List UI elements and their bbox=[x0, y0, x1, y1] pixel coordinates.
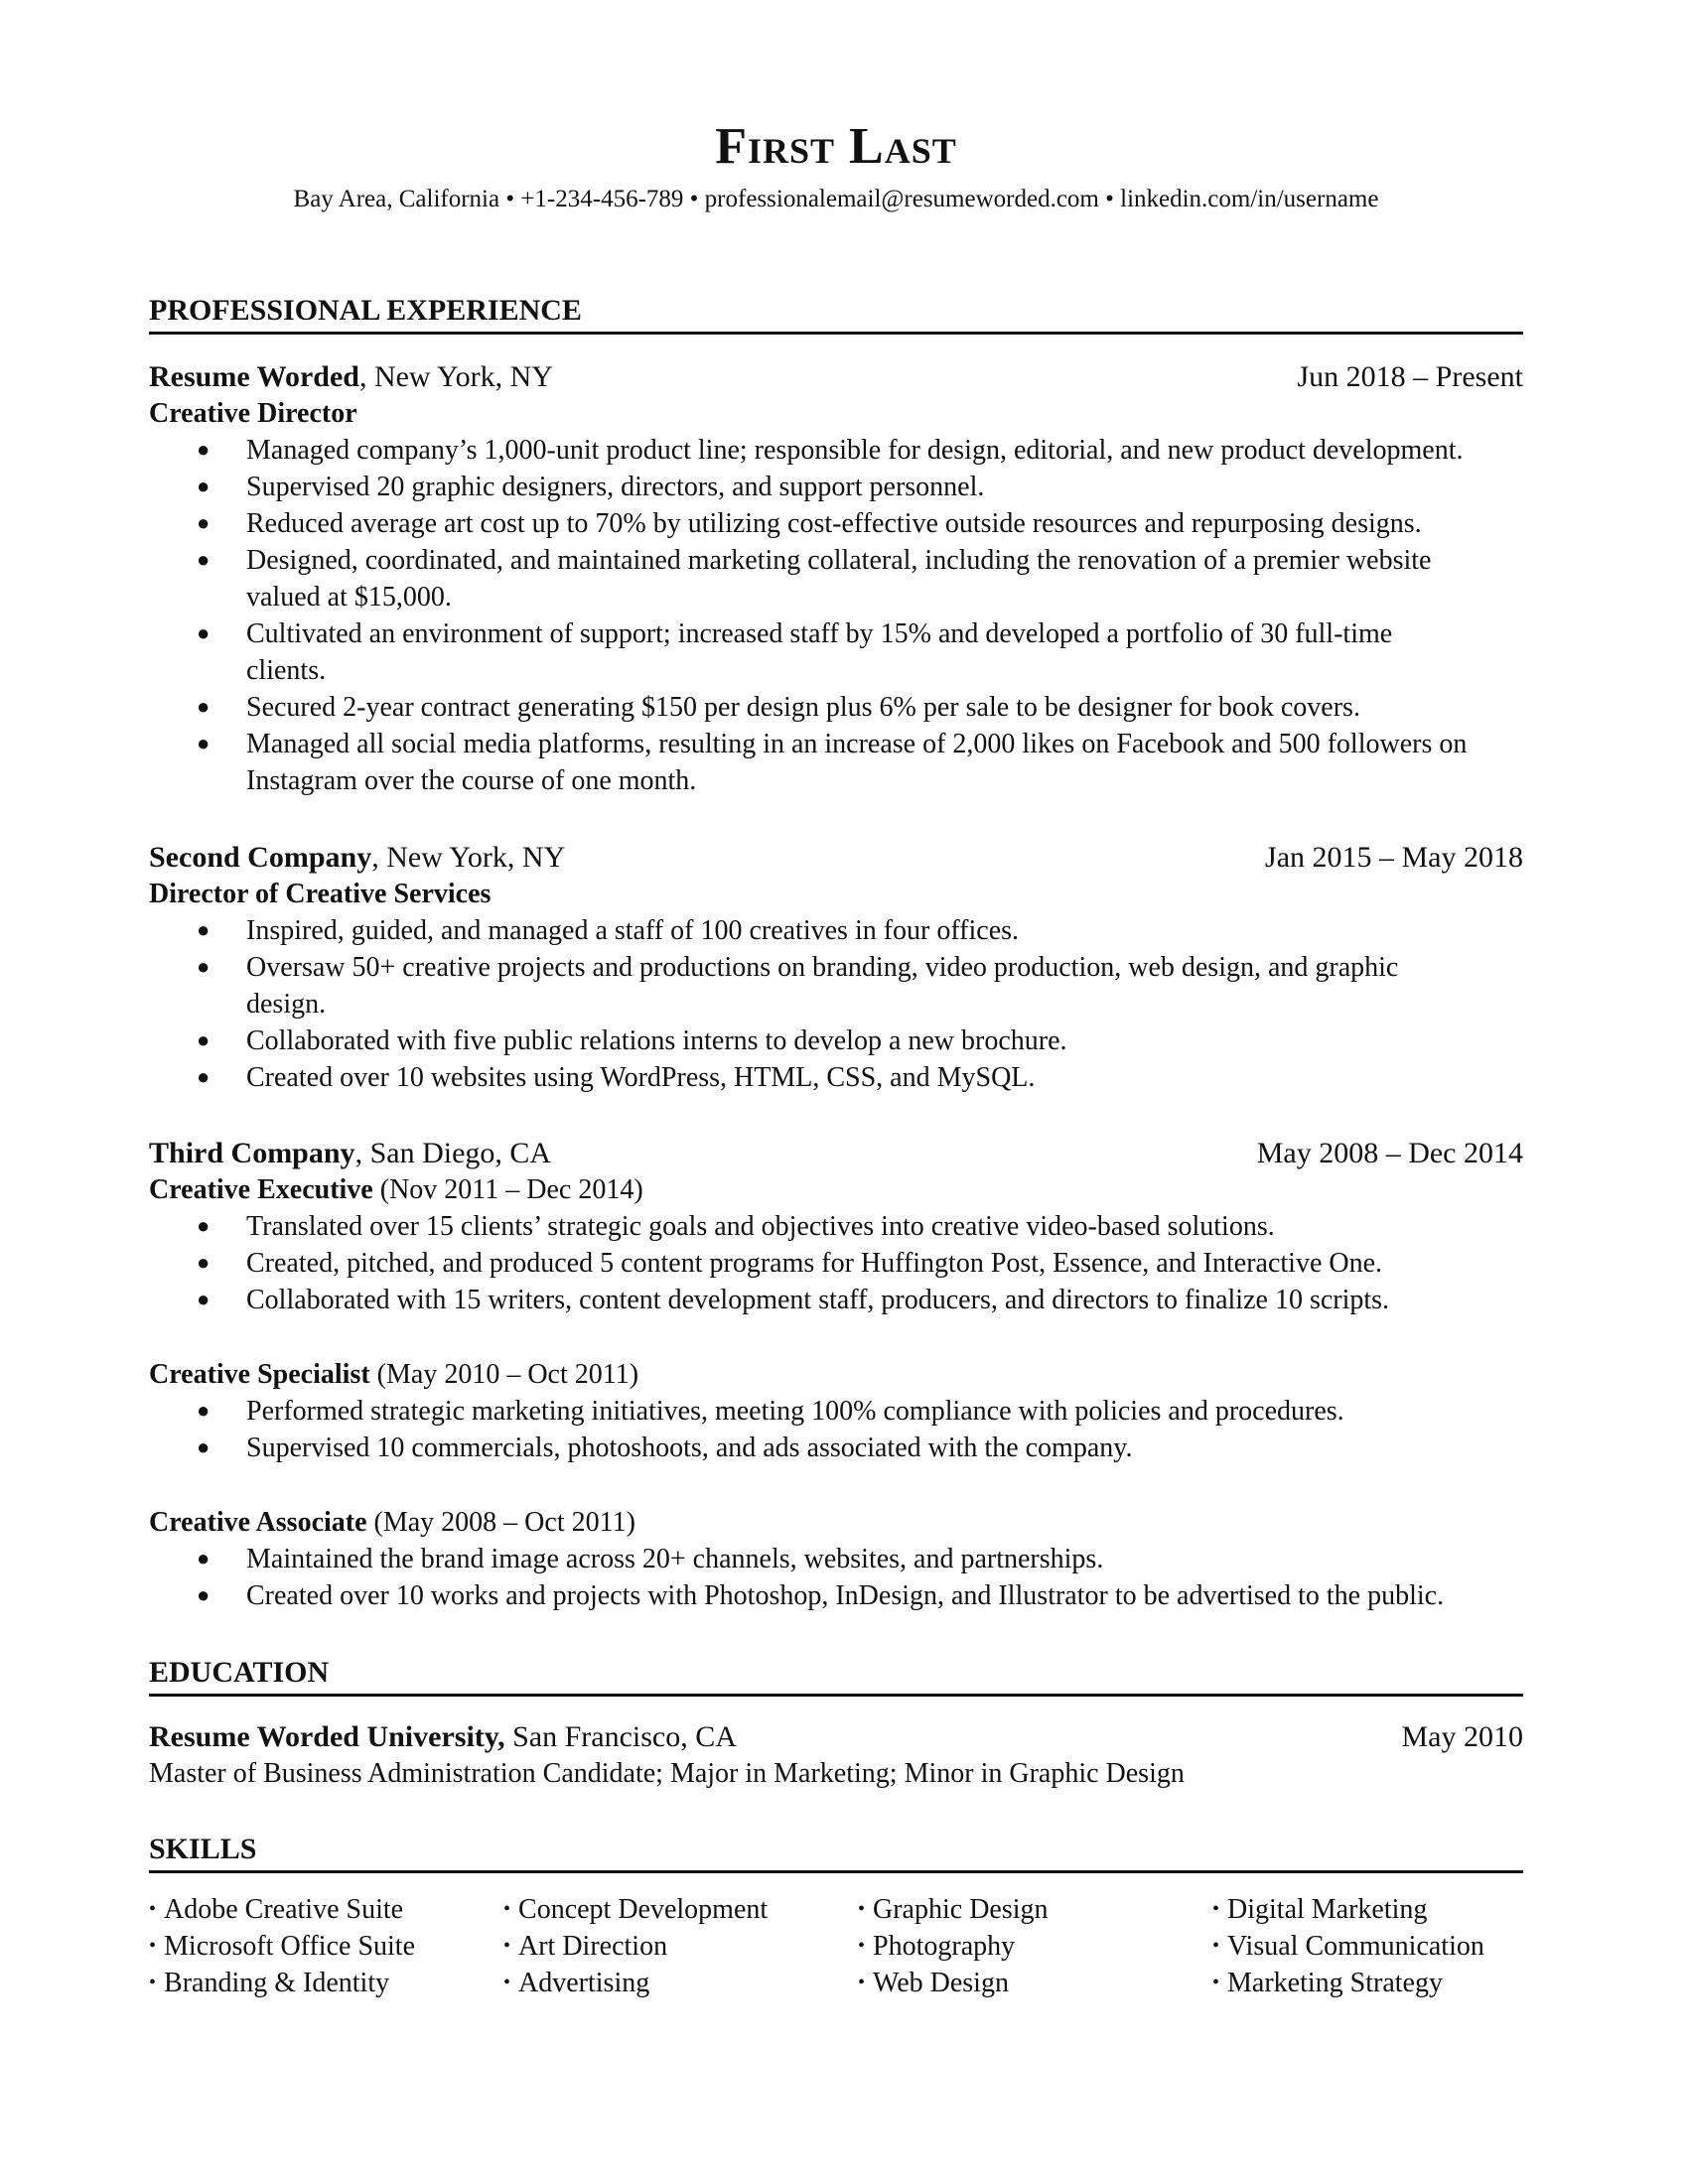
job-role: Creative Associate bbox=[149, 1507, 367, 1538]
bullet-icon: ● bbox=[197, 731, 211, 755]
job-bullet: Inspired, guided, and managed a staff of 100 creatives in four offices. bbox=[246, 915, 1020, 946]
section-title-experience: PROFESSIONAL EXPERIENCE bbox=[149, 296, 1523, 335]
bullet-icon: • bbox=[149, 1935, 157, 1957]
bullet-icon: ● bbox=[197, 1213, 211, 1238]
job-role-line bbox=[149, 1361, 638, 1389]
skill-item: • Digital Marketing bbox=[1212, 1894, 1428, 1925]
contact-line: Bay Area, California • +1-234-456-789 • professionalemail@resumeworded.com • linkedin.com/in/username bbox=[293, 186, 1379, 212]
bullet-icon: • bbox=[1212, 1935, 1220, 1957]
bullet-icon: ● bbox=[197, 1582, 211, 1607]
bullet-icon: • bbox=[1212, 1972, 1220, 1993]
job-bullet: Collaborated with 15 writers, content development staff, producers, and directors to finalize 10 scripts. bbox=[246, 1285, 1390, 1315]
job-role: Creative Executive bbox=[149, 1174, 373, 1205]
bullet-icon: ● bbox=[197, 1250, 211, 1275]
skill-item: • Branding & Identity bbox=[149, 1968, 390, 1998]
job-bullet: Supervised 20 graphic designers, directors, and support personnel. bbox=[246, 472, 985, 502]
bullet-icon: • bbox=[503, 1972, 511, 1993]
bullet-icon: • bbox=[149, 1898, 157, 1920]
job-bullet: Oversaw 50+ creative projects and productions on branding, video production, web design, and graphic bbox=[246, 952, 1399, 983]
bullet-icon: • bbox=[503, 1935, 511, 1957]
job-role: Creative Director bbox=[149, 398, 357, 429]
role-dates: (May 2010 – Oct 2011) bbox=[369, 1359, 639, 1390]
job-dates: May 2008 – Dec 2014 bbox=[1256, 1137, 1523, 1169]
bullet-icon: • bbox=[149, 1972, 157, 1993]
job-role: Director of Creative Services bbox=[149, 879, 492, 909]
job-role-line bbox=[149, 1176, 643, 1204]
school-location: San Francisco, CA bbox=[504, 1720, 737, 1753]
job-role: Creative Specialist bbox=[149, 1359, 370, 1390]
company-name: Resume Worded bbox=[149, 360, 359, 393]
company-name: Second Company bbox=[149, 841, 372, 874]
bullet-icon: ● bbox=[197, 474, 211, 498]
job-bullet: Maintained the brand image across 20+ channels, websites, and partnerships. bbox=[246, 1544, 1104, 1574]
job-bullet: Managed company’s 1,000-unit product line; responsible for design, editorial, and new product development. bbox=[246, 435, 1464, 466]
job-bullet: Managed all social media platforms, resulting in an increase of 2,000 likes on Facebook and 500 followers on bbox=[246, 729, 1468, 759]
job-bullet: Collaborated with five public relations interns to develop a new brochure. bbox=[246, 1025, 1067, 1056]
company-location: , New York, NY bbox=[358, 360, 553, 393]
company-location: , New York, NY bbox=[371, 841, 566, 874]
bullet-icon: ● bbox=[197, 1434, 211, 1459]
section-title-education: EDUCATION bbox=[149, 1658, 1523, 1697]
bullet-icon: ● bbox=[197, 694, 211, 719]
job-bullet: Performed strategic marketing initiatives, meeting 100% compliance with policies and procedures. bbox=[246, 1396, 1344, 1427]
company-location: , San Diego, CA bbox=[354, 1137, 552, 1169]
bullet-icon: • bbox=[503, 1898, 511, 1920]
job-bullet: Secured 2-year contract generating $150 per design plus 6% per sale to be designer for book covers. bbox=[246, 692, 1360, 723]
job-bullet-continuation: clients. bbox=[246, 655, 327, 686]
experience-section bbox=[149, 296, 1523, 335]
skill-item: • Advertising bbox=[503, 1968, 650, 1998]
job-bullet: Supervised 10 commercials, photoshoots, and ads associated with the company. bbox=[246, 1433, 1133, 1463]
candidate-name: First Last bbox=[715, 118, 957, 175]
skill-item: • Photography bbox=[858, 1931, 1016, 1962]
job-bullet: Translated over 15 clients’ strategic goals and objectives into creative video-based solutions. bbox=[246, 1211, 1275, 1242]
bullet-icon: ● bbox=[197, 917, 211, 942]
company-name: Third Company bbox=[149, 1137, 355, 1169]
skill-item: • Graphic Design bbox=[858, 1894, 1049, 1925]
job-bullet-continuation: valued at $15,000. bbox=[246, 582, 452, 613]
job-bullet: Designed, coordinated, and maintained marketing collateral, including the renovation of a premier website bbox=[246, 545, 1432, 576]
job-bullet: Cultivated an environment of support; increased staff by 15% and developed a portfolio of 30 full-time bbox=[246, 618, 1393, 649]
bullet-icon: ● bbox=[197, 620, 211, 645]
bullet-icon: ● bbox=[197, 437, 211, 462]
bullet-icon: • bbox=[858, 1972, 866, 1993]
job-bullet-continuation: design. bbox=[246, 989, 327, 1020]
education-section bbox=[149, 1658, 1523, 1697]
job-bullet: Created over 10 websites using WordPress, HTML, CSS, and MySQL. bbox=[246, 1062, 1036, 1093]
job-dates: Jun 2018 – Present bbox=[1297, 360, 1523, 393]
bullet-icon: ● bbox=[197, 1398, 211, 1423]
bullet-icon: ● bbox=[197, 1064, 211, 1089]
bullet-icon: ● bbox=[197, 547, 211, 572]
role-dates: (Nov 2011 – Dec 2014) bbox=[372, 1174, 643, 1205]
bullet-icon: ● bbox=[197, 1546, 211, 1570]
bullet-icon: • bbox=[858, 1898, 866, 1920]
school-name: Resume Worded University, bbox=[149, 1720, 505, 1753]
job-dates: Jan 2015 – May 2018 bbox=[1265, 841, 1523, 874]
skill-item: • Adobe Creative Suite bbox=[149, 1894, 404, 1925]
bullet-icon: ● bbox=[197, 1287, 211, 1311]
role-dates: (May 2008 – Oct 2011) bbox=[366, 1507, 635, 1538]
bullet-icon: • bbox=[1212, 1898, 1220, 1920]
skill-item: • Art Direction bbox=[503, 1931, 668, 1962]
section-title-skills: SKILLS bbox=[149, 1835, 1523, 1873]
bullet-icon: ● bbox=[197, 1027, 211, 1052]
job-bullet: Reduced average art cost up to 70% by utilizing cost-effective outside resources and repurposing designs. bbox=[246, 508, 1422, 539]
job-bullet: Created over 10 works and projects with Photoshop, InDesign, and Illustrator to be advertised to the public. bbox=[246, 1580, 1445, 1611]
job-bullet: Created, pitched, and produced 5 content programs for Huffington Post, Essence, and Interactive One. bbox=[246, 1248, 1383, 1279]
job-bullet-continuation: Instagram over the course of one month. bbox=[246, 765, 697, 796]
bullet-icon: ● bbox=[197, 954, 211, 979]
bullet-icon: • bbox=[858, 1935, 866, 1957]
skill-item: • Web Design bbox=[858, 1968, 1009, 1998]
skill-item: • Microsoft Office Suite bbox=[149, 1931, 415, 1962]
skills-section bbox=[149, 1835, 1523, 1873]
bullet-icon: ● bbox=[197, 510, 211, 535]
skill-item: • Concept Development bbox=[503, 1894, 769, 1925]
graduation-date: May 2010 bbox=[1401, 1720, 1523, 1753]
skill-item: • Visual Communication bbox=[1212, 1931, 1484, 1962]
job-role-line bbox=[149, 1509, 635, 1537]
skill-item: • Marketing Strategy bbox=[1212, 1968, 1443, 1998]
degree: Master of Business Administration Candidate; Major in Marketing; Minor in Graphic Design bbox=[149, 1758, 1185, 1789]
